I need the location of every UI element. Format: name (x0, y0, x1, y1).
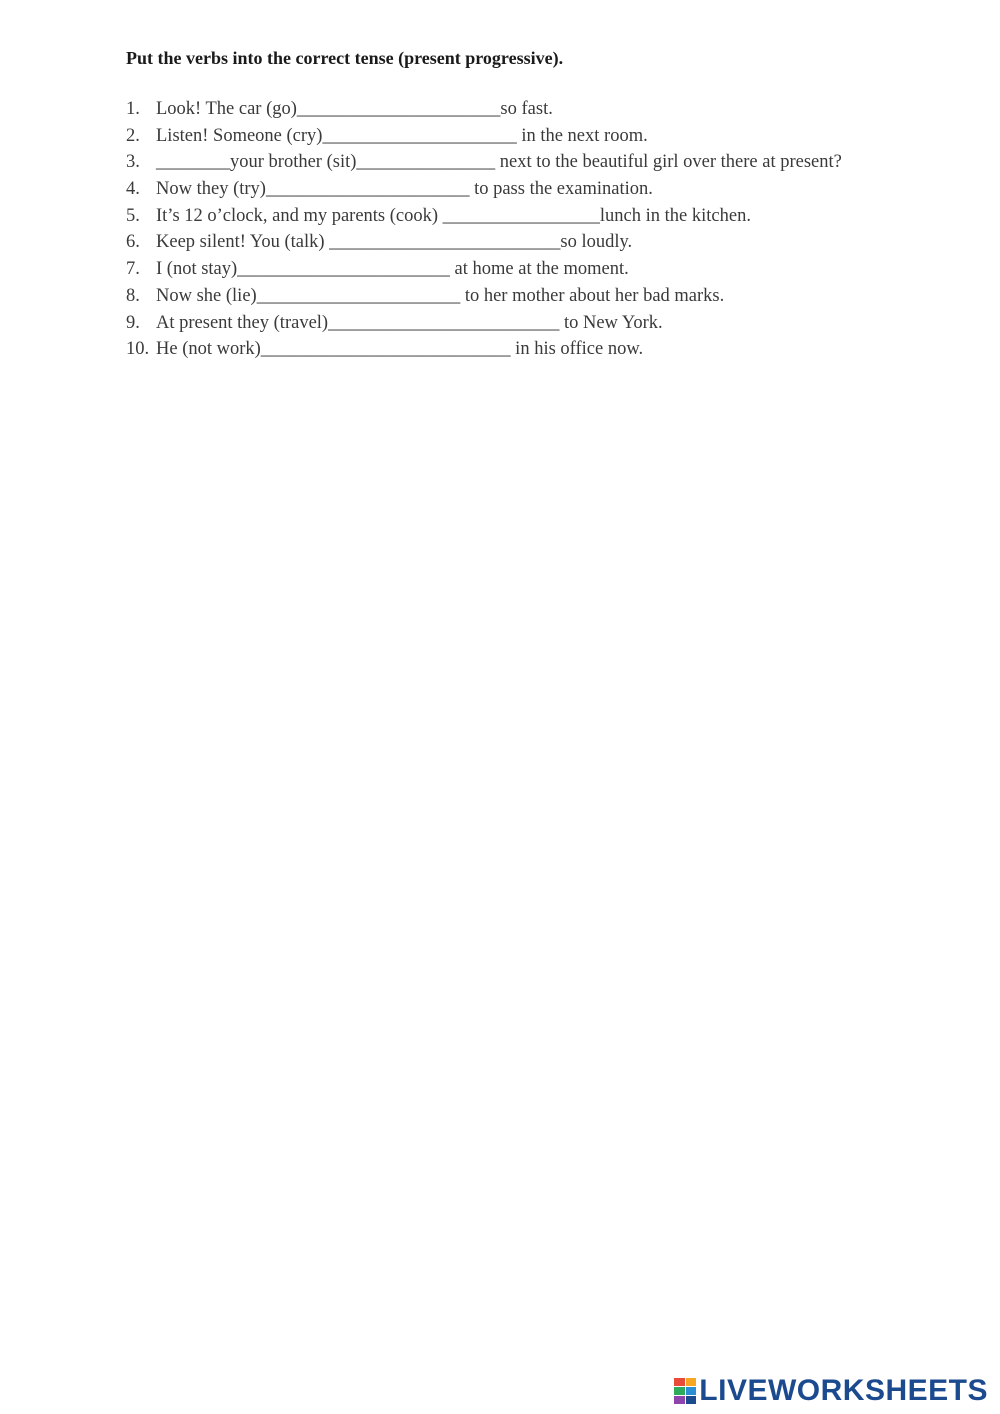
item-number: 1. (126, 99, 140, 119)
item-text: Now she (lie)______________________ to her mother about her bad marks. (156, 285, 725, 306)
item-number: 9. (126, 312, 140, 333)
item-number: 3. (126, 152, 140, 173)
item-text: Keep silent! You (talk) _________________________so loudly. (156, 232, 633, 253)
item-text: ________your brother (sit)_______________ next to the beautiful girl over there at present? (156, 152, 842, 173)
logo-square (674, 1387, 685, 1395)
liveworksheets-logo-icon (674, 1378, 696, 1404)
item-text: I (not stay)_______________________ at home at the moment. (156, 259, 629, 280)
item-text: Look! The car (go)______________________so fast. (156, 99, 553, 119)
item-number: 5. (126, 205, 140, 226)
logo-square (686, 1396, 697, 1404)
logo-square (674, 1378, 685, 1386)
item-number: 7. (126, 259, 140, 280)
liveworksheets-logo (674, 1374, 988, 1408)
worksheet-instruction: Put the verbs into the correct tense (present progressive). (126, 48, 564, 68)
item-text: It’s 12 o’clock, and my parents (cook) _________________lunch in the kitchen. (156, 205, 751, 226)
item-text: He (not work)___________________________ in his office now. (156, 339, 644, 360)
logo-square (686, 1387, 697, 1395)
item-text: Listen! Someone (cry)_____________________ in the next room. (156, 125, 648, 146)
item-number: 10. (126, 339, 150, 360)
logo-square (686, 1378, 697, 1386)
logo-wordmark: LIVEWORKSHEETS (699, 1374, 988, 1407)
item-text: At present they (travel)_________________________ to New York. (156, 312, 663, 333)
item-number: 2. (126, 125, 140, 146)
logo-square (674, 1396, 685, 1404)
item-number: 4. (126, 179, 140, 200)
item-text: Now they (try)______________________ to pass the examination. (156, 179, 653, 200)
item-number: 6. (126, 232, 140, 253)
item-number: 8. (126, 285, 140, 306)
